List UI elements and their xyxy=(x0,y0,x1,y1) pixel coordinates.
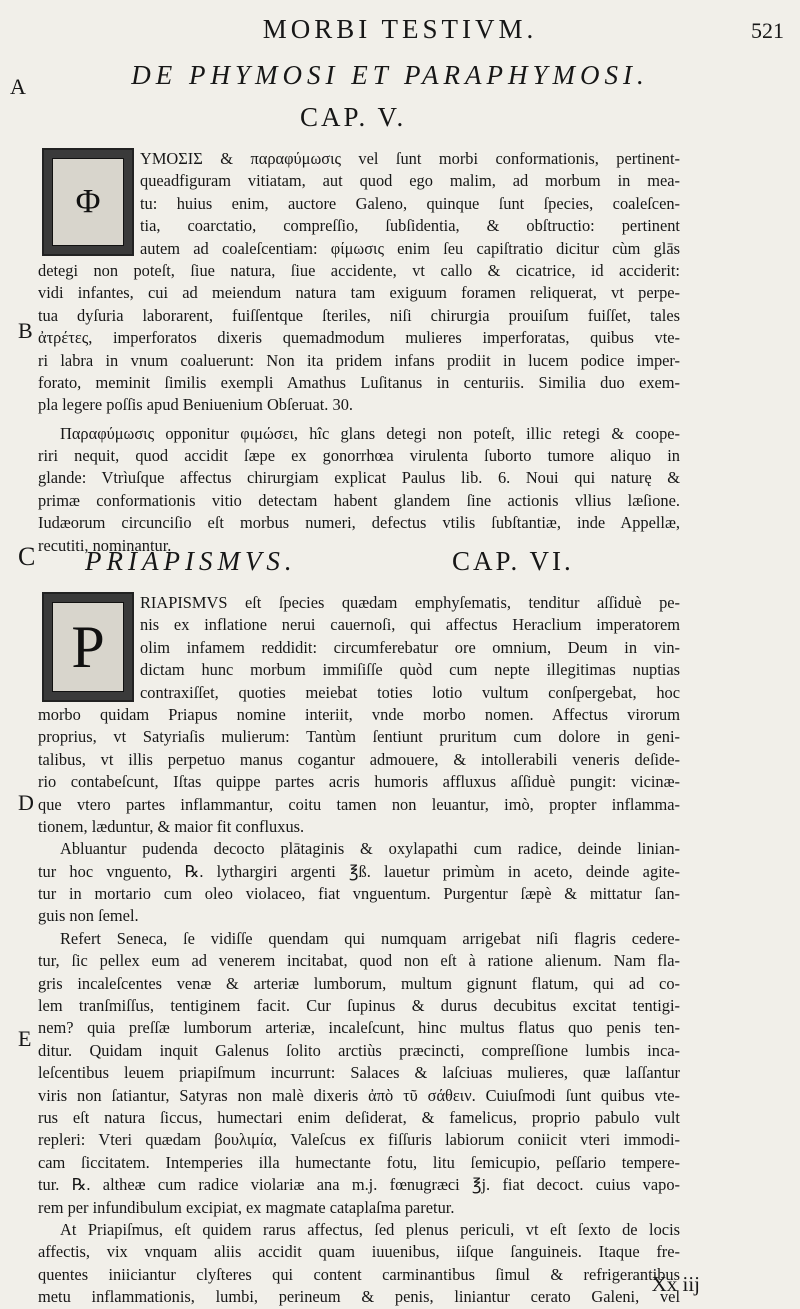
text-line: At Priapiſmus, eſt quidem rarus affectus, ſed plenus periculi, vt eſt ſexto de locis xyxy=(60,1219,680,1239)
text-line: proprius, vt Satyriaſis mulierum: Tantùm ſentiunt pruritum cum dolore in geni- xyxy=(38,727,680,747)
text-line: forato, meminit ſimilis exempli Amathus Luſitanus in centuriis. Similia duo exem- xyxy=(38,372,680,392)
text-line: quentes iniiciantur clyſteres qui content carminantibus ſimul & refrigerantibus xyxy=(38,1264,680,1284)
text-line: Refert Seneca, ſe vidiſſe quendam qui numquam arrigebat niſi flagris cedere- xyxy=(60,928,680,948)
text-line: rio contabeſcunt, Iſtas quippe partes acris humoris affluxus aſſiduè pungit: vicinæ- xyxy=(38,772,680,792)
text-line: tua dyſuria laborarent, fuiſſentque ſteriles, niſi chirurgia prouiſum fuiſſet, tales xyxy=(38,305,680,325)
text-line: RIAPISMVS eſt ſpecies quædam emphyſematis, tenditur aſſiduè pe- xyxy=(140,593,680,612)
text-line: vidi infantes, cui ad meiendum natura tam exiguum foramen reliquerat, vt perpe- xyxy=(38,283,680,303)
text-line: nem? quia preſſæ lumborum arteriæ, incaleſcunt, hinc multus flatus quo penis ten- xyxy=(38,1018,680,1038)
text-line: olim infamem reddidit: circumferebatur ore omnium, Deum in vin- xyxy=(140,637,680,657)
initial-letter: Φ xyxy=(75,183,101,220)
text-line: tur. ℞. altheæ cum radice violariæ ana m.j. fœnugræci ℥j. fiat decoct. cuius vapo- xyxy=(38,1175,680,1195)
margin-letter-b: B xyxy=(18,318,33,343)
text-line: affectis, vix vnquam aliis accidit quam iuuenibus, iiſque ſanguineis. Itaque fre- xyxy=(38,1242,680,1262)
text-line: riri nequit, quod accidit ſæpe ex gonorrhœa virulenta ſuborto tumore aliquo in xyxy=(38,446,680,466)
text-line: ditur. Quidam inquit Galenus ſolito arctiùs præcincti, compreſſione lumbis inca- xyxy=(38,1040,680,1060)
text-line: glande: Vtrìuſque affectus chirurgiam explicat Paulus lib. 6. Noui qui naturę & xyxy=(38,468,680,488)
text-line: gris incaleſcentes venæ & arteriæ lumborum, multum gignunt flatum, qui ad co- xyxy=(38,973,680,993)
text-line: que vtero partes inflammantur, coitu tamen non leuantur, imò, propter inflamma- xyxy=(38,794,680,814)
signature-mark: Xx iij xyxy=(651,1272,700,1296)
text-line: Iudæorum circunciſio eſt morbus numeri, defectus vtilis ſubſtantiæ, inde Appellæ, xyxy=(38,513,680,533)
text-line: dictam hunc morbum immiſiſſe quòd cum nepte illegitimas nuptias xyxy=(140,660,680,680)
text-line: rus eſt natura ſiccus, humectari enim deſiderat, & famelicus, proprio pabulo vult xyxy=(38,1107,680,1127)
margin-letter-a: A xyxy=(10,74,26,99)
text-line: tia, coarctatio, compreſſio, ſubſidentia, & obſtructio: pertinent xyxy=(140,216,680,236)
text-line: detegi non poteſt, ſiue natura, ſiue accidente, vt callo & cicatrice, id acciderit: xyxy=(38,260,680,280)
text-line: lem tranſmiſſus, tentiginem facit. Cur ſupinus & durus decubitus excitat tentigi- xyxy=(38,996,680,1016)
text-line: ri labra in vnum coaluerunt: Non ita pridem infans prodiit in lucem podice imper- xyxy=(38,350,680,370)
text-line: ἀτρέτες, imperforatos dixeris quemadmodum mulieres imperforatas, quibus vte- xyxy=(38,328,680,348)
running-title: MORBI TESTIVM. xyxy=(262,14,538,44)
text-line: talibus, vt illis perpetuo manus cogantur admouere, & intollerabili veneris deſide- xyxy=(38,749,680,769)
text-line: tur, ſic pellex eum ad venerem incitabat, quod non eſt à ratione alienum. Nam fla- xyxy=(38,951,680,971)
margin-letter-d: D xyxy=(18,790,34,815)
margin-letter-c: C xyxy=(18,542,36,571)
text-line: repleri: Vteri quædam βουλιμία, Valeſcus ex fiſſuris labiorum coniicit vteri immodi- xyxy=(38,1130,680,1150)
text-line: leſcentibus leuem priapiſmum incurrunt: Salaces & laſciuas mulieres, quæ laſſantur xyxy=(38,1063,680,1083)
text-line: nis ex inflatione nerui cauernoſi, qui affectus Heraclium imperatorem xyxy=(140,615,680,635)
text-line: tionem, læduntur, & maior fit confluxus. xyxy=(38,816,305,836)
text-line: Παραφύμωσις opponitur φιμώσει, hîc glans detegi non poteſt, illic retegi & coope- xyxy=(60,423,680,443)
chapter-5-body xyxy=(30,148,680,557)
chapter-6-cap: CAP. VI. xyxy=(452,546,574,576)
text-line: contraxiſſet, quoties meiebat toties lotio vultum conſpergebat, hoc xyxy=(140,682,680,702)
text-line: metu inflammationis, lumbi, perineum & penis, liniantur cerato Galeni, vel xyxy=(38,1287,680,1307)
text-line: tur hoc vnguento, ℞. lythargiri argenti ℥ß. lauetur primùm in aceto, deinde agite- xyxy=(38,861,680,881)
chapter-5-title: DE PHYMOSI ET PARAPHYMOSI. xyxy=(131,60,649,90)
text-line: rem per infundibulum excipiat, ex magmate cataplaſma paretur. xyxy=(38,1197,455,1217)
page-number: 521 xyxy=(751,18,784,43)
chapter-5-cap: CAP. V. xyxy=(300,102,407,132)
text-line: queadfiguram vitiatam, aut quod ego malim, ad morbum in mea- xyxy=(140,171,680,191)
margin-letter-e: E xyxy=(18,1026,32,1051)
chapter-6-body xyxy=(30,592,680,1309)
text-line: morbo quidam Priapus nomine interiit, vnde morbo nomen. Affectus virorum xyxy=(38,704,680,724)
text-line: tur in mortario cum oleo violaceo, fiat vnguentum. Purgentur ſæpè & mittatur ſan- xyxy=(38,884,680,904)
text-line: Abluantur pudenda decocto plātaginis & oxylapathi cum radice, deinde linian- xyxy=(60,839,680,859)
text-line: recutiti, nominantur. xyxy=(38,535,172,555)
text-line: pla legere poſſis apud Beniuenium Obſeruat. 30. xyxy=(38,395,353,415)
chapter-6-title: PRIAPISMVS. xyxy=(85,546,297,576)
text-line: cam ſiccitatem. Intemperies illa humectante fotu, litu ſemicupio, peſſario tempere- xyxy=(38,1152,680,1172)
text-line: autem ad coaleſcentiam: φίμωσις enim ſeu capiſtratio dicitur cùm glās xyxy=(140,238,680,258)
text-line: primæ conformationis vitio detectam habent glandem ſine actionis vllius læſione. xyxy=(38,490,680,510)
text-line: ΥΜΟΣΙΣ & παραφύμωσις vel ſunt morbi conformationis, pertinent- xyxy=(140,149,680,168)
text-line: viris non ſatiantur, Satyras non malè dixeris ἀπὸ τῦ σάθειν. Cuiuſmodi ſunt quibus vte- xyxy=(38,1085,680,1105)
text-line: tu: huius enim, auctore Galeno, quinque ſunt ſpecies, coaleſcen- xyxy=(140,193,680,213)
initial-letter: P xyxy=(71,613,105,680)
text-line: guis non ſemel. xyxy=(38,906,139,926)
